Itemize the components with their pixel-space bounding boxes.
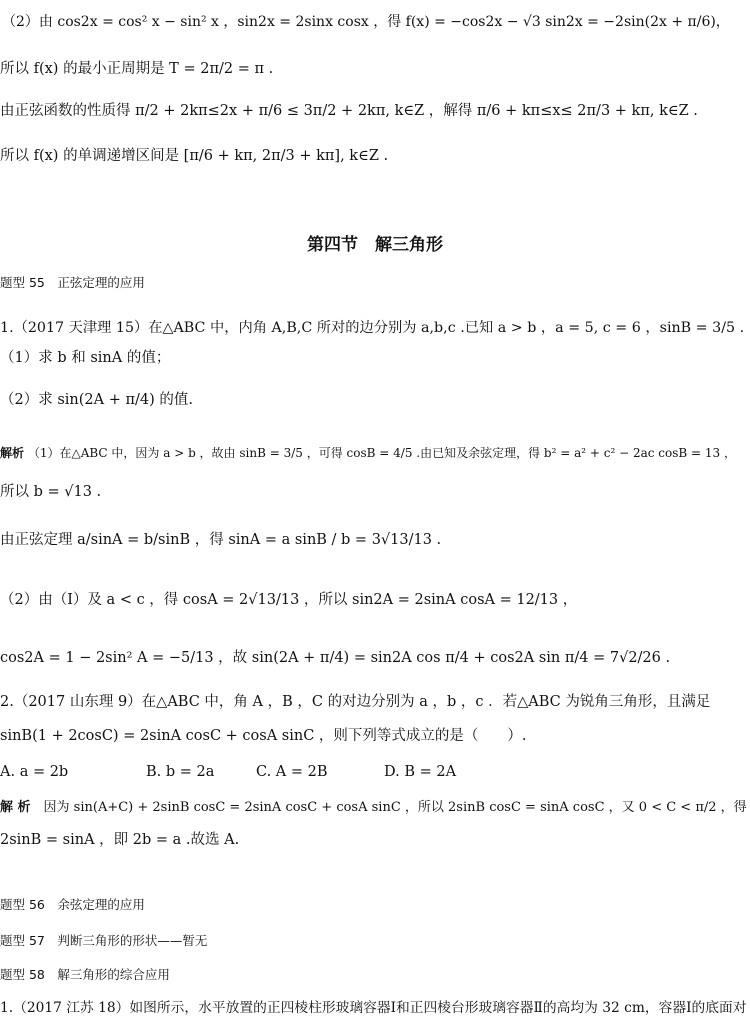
prev-solution-line3: 由正弦函数的性质得 π/2 + 2kπ≤2x + π/6 ≤ 3π/2 + 2kπ, k∈Z ，解得 π/6 + kπ≤x≤ 2π/3 + kπ, k∈Z . [0,103,698,119]
q2-option-a: A. a = 2b [0,764,69,780]
q1-answer-line2: 所以 b = √13 . [0,484,102,500]
topic-58-heading: 题型 58 解三角形的综合应用 [0,967,170,982]
q1-part2: （2）求 sin(2A + π/4) 的值. [0,392,193,408]
q2-option-d: D. B = 2A [384,764,457,780]
q2-stem2: sinB(1 + 2cosC) = 2sinA cosC + cosA sinC ，则下列等式成立的是（ ）. [0,728,527,744]
q2-answer-line2: 2sinB = sinA ，即 2b = a .故选 A. [0,832,240,848]
section-title: 第四节 解三角形 [307,235,443,255]
q2-option-c: C. A = 2B [256,764,328,780]
q1-stem: 1.（2017 天津理 15）在△ABC 中，内角 A,B,C 所对的边分别为 a,b,c .已知 a > b ，a = 5, c = 6 ，sinB = 3/5 . [0,320,745,336]
prev-solution-line4: 所以 f(x) 的单调递增区间是 [π/6 + kπ, 2π/3 + kπ], k∈Z . [0,148,389,164]
q1-answer-line5: cos2A = 1 − 2sin² A = −5/13 ，故 sin(2A + π/4) = sin2A cos π/4 + cos2A sin π/4 = 7√2/26 . [0,650,671,666]
q2-stem: 2.（2017 山东理 9）在△ABC 中，角 A ，B ，C 的对边分别为 a ，b ，c ．若△ABC 为锐角三角形，且满足 [0,694,711,710]
q2-answer-label: 解 析 [0,800,31,815]
q1-answer-line1: 解析 （1）在△ABC 中，因为 a > b ，故由 sinB = 3/5 ，可得 cosB = 4/5 .由已知及余弦定理，得 b² = a² + c² − 2ac cosB = 13 ， [0,446,736,460]
prev-solution-line2: 所以 f(x) 的最小正周期是 T = 2π/2 = π . [0,61,274,77]
q3-stem: 1.（2017 江苏 18）如图所示，水平放置的正四棱柱形玻璃容器Ⅰ和正四棱台形玻璃容器Ⅱ的高均为 32 cm，容器Ⅰ的底面对 [0,1000,747,1016]
q1-answer-label: 解析 [0,446,25,460]
prev-solution-line1: （2）由 cos2x = cos² x − sin² x ，sin2x = 2sinx cosx ，得 f(x) = −cos2x − √3 sin2x = −2sin(2x + π/6)， [2,14,730,30]
topic-56-heading: 题型 56 余弦定理的应用 [0,897,145,912]
q2-option-b: B. b = 2a [146,764,215,780]
q1-part1: （1）求 b 和 sinA 的值； [0,350,171,366]
q1-answer-line4: （2）由（Ⅰ）及 a < c ，得 cosA = 2√13/13 ，所以 sin2A = 2sinA cosA = 12/13 ， [0,592,578,608]
topic-55-heading: 题型 55 正弦定理的应用 [0,275,145,290]
q2-answer-line1: 解 析 因为 sin(A+C) + 2sinB cosC = 2sinA cosC + cosA sinC ，所以 2sinB cosC = sinA cosC ，又 0 < C < π/2 ，得 [0,800,747,815]
topic-57-heading: 题型 57 判断三角形的形状——暂无 [0,933,208,948]
q1-answer-line3: 由正弦定理 a/sinA = b/sinB ，得 sinA = a sinB / b = 3√13/13 . [0,532,442,548]
